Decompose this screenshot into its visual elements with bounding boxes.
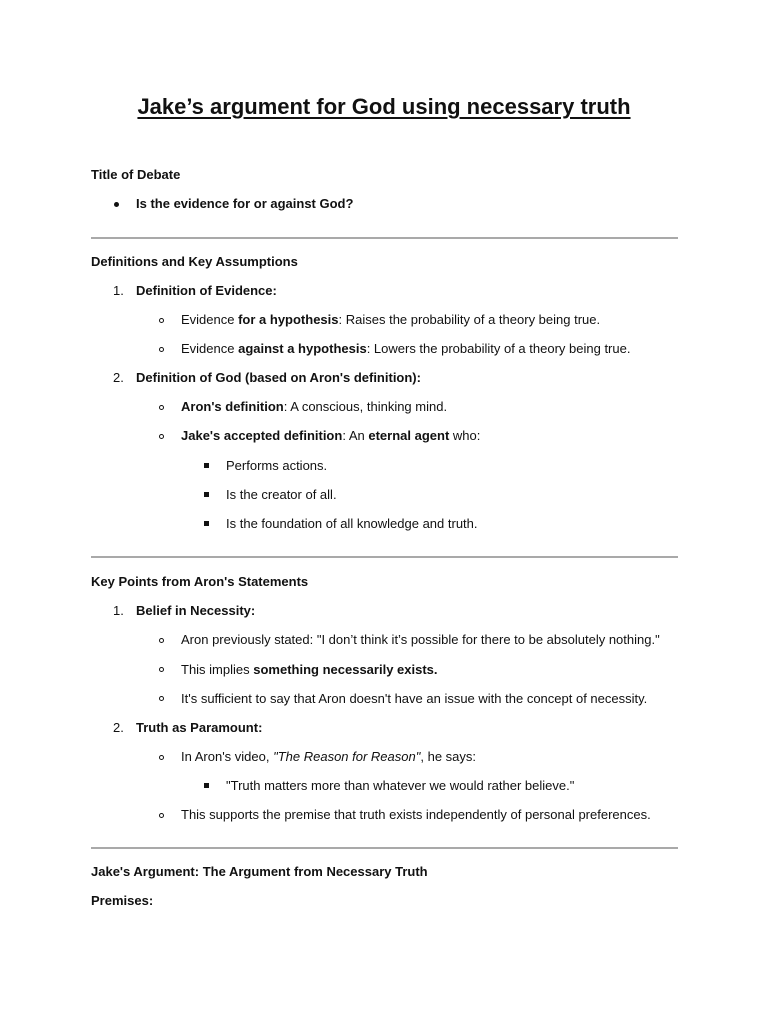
arons-definition: Aron's definition: A conscious, thinking mind. bbox=[181, 399, 448, 414]
horizontal-divider bbox=[91, 556, 678, 558]
necessity-concept-note: It's sufficient to say that Aron doesn't have an issue with the concept of necessity. bbox=[181, 691, 648, 706]
list-number: 1. bbox=[113, 283, 124, 298]
section-heading-definitions: Definitions and Key Assumptions bbox=[91, 254, 298, 269]
arons-video-reference: In Aron's video, "The Reason for Reason", he says: bbox=[181, 749, 476, 764]
truth-quote: "Truth matters more than whatever we would rather believe." bbox=[226, 778, 575, 793]
horizontal-divider bbox=[91, 847, 678, 849]
evidence-against-definition: Evidence against a hypothesis: Lowers the probability of a theory being true. bbox=[181, 341, 631, 356]
bullet-circle-icon bbox=[159, 667, 164, 672]
bullet-square-icon bbox=[204, 492, 209, 497]
list-item-label: Truth as Paramount: bbox=[136, 720, 263, 735]
bullet-circle-icon bbox=[159, 347, 164, 352]
list-number: 2. bbox=[113, 720, 124, 735]
list-item: Is the foundation of all knowledge and truth. bbox=[226, 516, 478, 531]
necessary-existence-implication: This implies something necessarily exists. bbox=[181, 662, 438, 677]
section-heading-title-of-debate: Title of Debate bbox=[91, 167, 181, 182]
list-item-label: Definition of God (based on Aron's definition): bbox=[136, 370, 421, 385]
bullet-square-icon bbox=[204, 521, 209, 526]
aron-quote-nothing: Aron previously stated: "I don’t think it’s possible for there to be absolutely nothing." bbox=[181, 632, 660, 647]
horizontal-divider bbox=[91, 237, 678, 239]
bullet-circle-icon bbox=[159, 318, 164, 323]
truth-independence-note: This supports the premise that truth exists independently of personal preferences. bbox=[181, 807, 651, 822]
section-heading-key-points: Key Points from Aron's Statements bbox=[91, 574, 309, 589]
bullet-circle-icon bbox=[159, 696, 164, 701]
list-item: Is the creator of all. bbox=[226, 487, 337, 502]
bullet-circle-icon bbox=[159, 638, 164, 643]
bullet-circle-icon bbox=[159, 755, 164, 760]
jakes-accepted-definition: Jake's accepted definition: An eternal agent who: bbox=[181, 428, 481, 443]
list-number: 2. bbox=[113, 370, 124, 385]
list-number: 1. bbox=[113, 603, 124, 618]
bullet-circle-icon bbox=[159, 813, 164, 818]
bullet-square-icon bbox=[204, 783, 209, 788]
evidence-for-definition: Evidence for a hypothesis: Raises the probability of a theory being true. bbox=[181, 312, 601, 327]
bullet-circle-icon bbox=[159, 405, 164, 410]
bullet-dot-icon bbox=[114, 202, 119, 207]
premises-label: Premises: bbox=[91, 893, 154, 908]
list-item-label: Belief in Necessity: bbox=[136, 603, 256, 618]
debate-question: Is the evidence for or against God? bbox=[136, 196, 354, 211]
list-item: Performs actions. bbox=[226, 458, 328, 473]
bullet-square-icon bbox=[204, 463, 209, 468]
document-title: Jake’s argument for God using necessary truth bbox=[137, 94, 631, 119]
list-item-label: Definition of Evidence: bbox=[136, 283, 277, 298]
bullet-circle-icon bbox=[159, 434, 164, 439]
section-heading-argument: Jake's Argument: The Argument from Necessary Truth bbox=[91, 864, 428, 879]
